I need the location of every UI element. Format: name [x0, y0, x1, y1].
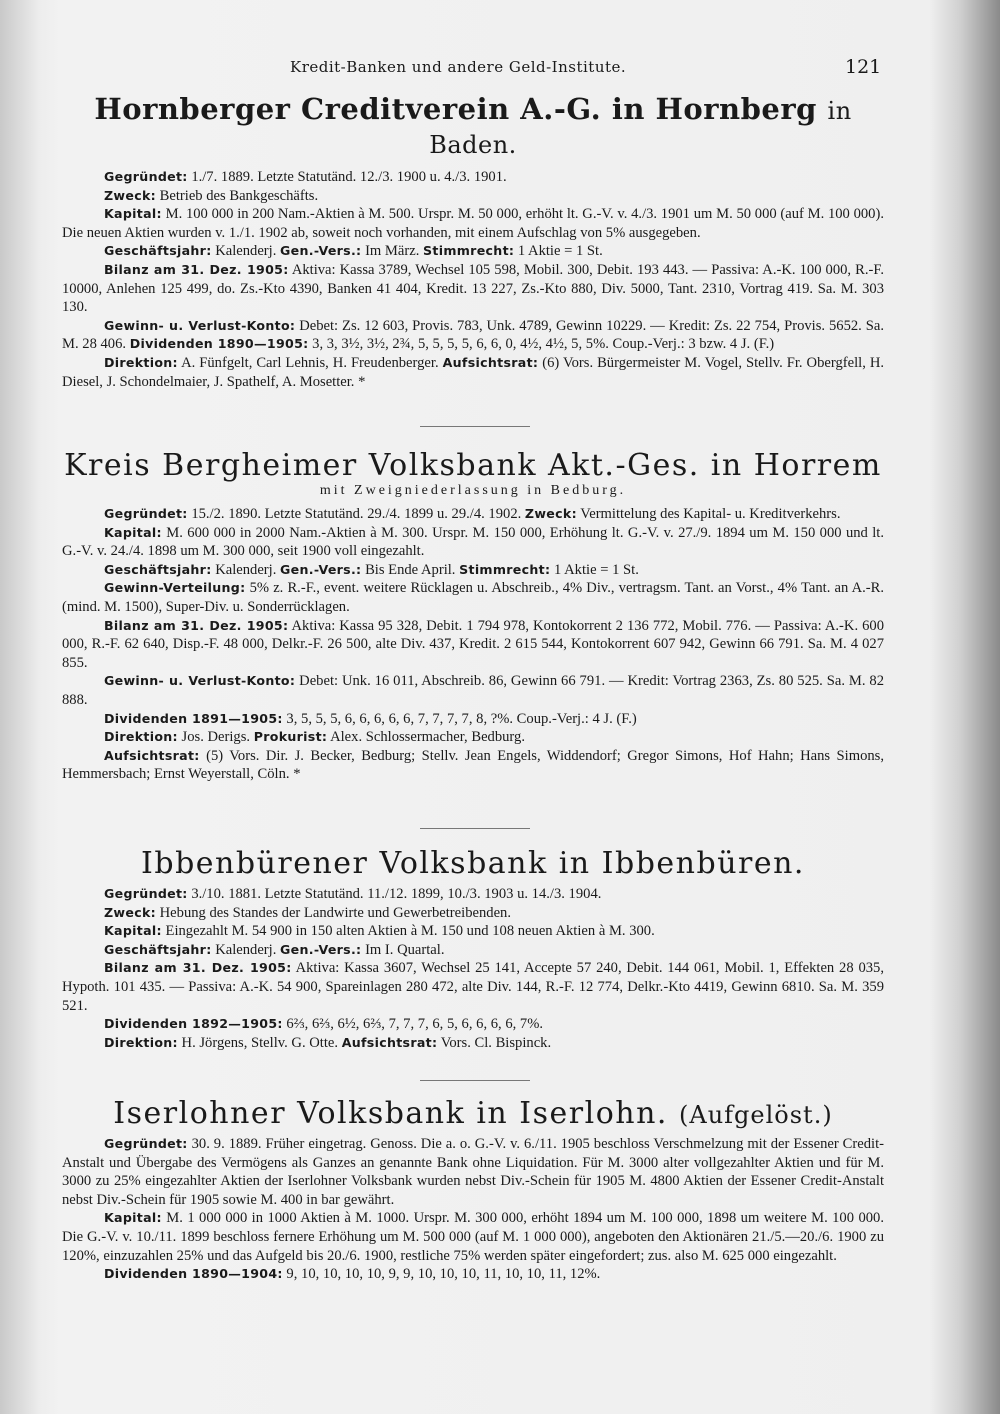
entry-line: Bilanz am 31. Dez. 1905: Aktiva: Kassa 95 328, Debit. 1 794 978, Kontokorrent 2 136 772, Mobil. 776. — Passiva: A.-K. 600 000, R.-F. 62 640, Disp.-F. 48 000, Delkr.-F. 26 500, alte Div. 437, Kredit. 2 615 544, Kontokorrent 607 942, Gewinn 66 791. Sa. M. 4 027 855.	[62, 617, 884, 671]
entry-line: Bilanz am 31. Dez. 1905: Aktiva: Kassa 3789, Wechsel 105 598, Mobil. 300, Debit. 193 443. — Passiva: A.-K. 100 000, R.-F. 10000, Anlehen 125 499, do. Zs.-Kto 4390, Banken 41 404, Kredit. 13 227, Zs.-Kto 880, Div. 5000, Tant. 2310, Vortrag 419. Sa. M. 303 130.	[62, 261, 884, 316]
entry-line: Gewinn- u. Verlust-Konto: Debet: Unk. 16 011, Abschreib. 86, Gewinn 66 791. — Kredit: Vortrag 2363, Zs. 80 525. Sa. M. 82 888.	[62, 673, 885, 708]
entry-title: Kreis Bergheimer Volksbank Akt.-Ges. in Horrem	[64, 448, 882, 483]
entry-body	[62, 168, 884, 391]
page-number: 121	[845, 56, 882, 78]
entry-line: Kapital: M. 100 000 in 200 Nam.-Aktien à M. 500. Urspr. M. 50 000, erhöht lt. G.-V. v. 4./3. 1901 um M. 50 000 (auf M. 100 000). Die neuen Aktien wurden v. 1./1. 1902 ab, soweit noch vorhanden, mit einem Aufschlag von 5% ausgegeben.	[62, 206, 884, 241]
entry-line: Direktion: H. Jörgens, Stellv. G. Otte. Aufsichtsrat: Vors. Cl. Bispinck.	[104, 1034, 552, 1051]
entry-line: Aufsichtsrat: (5) Vors. Dir. J. Becker, Bedburg; Stellv. Jean Engels, Widdendorf; Gregor Simons, Hof Hahn; Hans Simons, Hemmersbach; Ernst Weyerstall, Cöln. *	[62, 747, 884, 783]
entry-line: Gegründet: 30. 9. 1889. Früher eingetrag. Genoss. Die a. o. G.-V. v. 6./11. 1905 beschloss Verschmelzung mit der Essener Credit-Anstalt und Übergabe des Vermögens als Ganzes an genannte Bank ohne Liquidation. Für M. 3000 alter vollgezahlter Aktien und für M. 3000 zu 25% eingezahlter Aktien der Iserlohner Volksbank wurden nebst Div.-Schein für 1905 M. 4800 Aktien der Essener Credit-Anstalt nebst Div.-Schein für 1905 sowie M. 400 in bar gewährt.	[62, 1136, 884, 1208]
entry-line: Dividenden 1890—1904: 9, 10, 10, 10, 10, 9, 9, 10, 10, 10, 11, 10, 10, 11, 12%.	[104, 1266, 601, 1283]
entry-title-text: Hornberger Creditverein A.-G. in Hornberg	[94, 92, 817, 126]
entry-title	[62, 1096, 884, 1131]
entry-title: Ibbenbürener Volksbank in Ibbenbüren.	[141, 846, 805, 881]
entry-title-suffix: in Baden.	[429, 97, 852, 159]
entry-body	[62, 505, 884, 784]
entry-line: Gegründet: 1./7. 1889. Letzte Statutänd. 12./3. 1900 u. 4./3. 1901.	[104, 169, 507, 185]
entry-hornberger	[62, 92, 884, 391]
entry-line: Geschäftsjahr: Kalenderj. Gen.-Vers.: Im März. Stimmrecht: 1 Aktie = 1 St.	[104, 243, 603, 260]
running-header: Kredit-Banken und andere Geld-Institute.	[290, 58, 627, 76]
section-divider	[420, 828, 530, 829]
entry-line: Kapital: M. 1 000 000 in 1000 Aktien à M. 1000. Urspr. M. 300 000, erhöht 1894 um M. 100 000, 1898 um weitere M. 100 000. Die G.-V. v. 10./11. 1899 beschloss fernere Erhöhung um M. 500 000 (auf M. 1 000 000), angeboten den Aktionären 21./5.—20./6. 1900 zu 120%, einzuzahlen 25% und das Aufgeld bis 20./6. 1900, restliche 75% werden später eingefordert; zus. also M. 625 000 eingezahlt.	[62, 1210, 884, 1264]
entry-line: Zweck: Hebung des Standes der Landwirte und Gewerbetreibenden.	[104, 904, 511, 921]
entry-title-text: Iserlohner Volksbank in Iserlohn.	[113, 1096, 668, 1131]
entry-line: Gegründet: 15./2. 1890. Letzte Statutänd. 29./4. 1899 u. 29./4. 1902. Zweck: Vermittelung des Kapital- u. Kreditverkehrs.	[104, 506, 841, 522]
entry-title-suffix: (Aufgelöst.)	[679, 1101, 833, 1129]
entry-line: Geschäftsjahr: Kalenderj. Gen.-Vers.: Bis Ende April. Stimmrecht: 1 Aktie = 1 St.	[104, 561, 639, 578]
entry-subtitle: mit Zweigniederlassung in Bedburg.	[319, 483, 627, 498]
section-divider	[420, 1080, 530, 1081]
section-divider	[420, 426, 530, 427]
entry-line: Direktion: A. Fünfgelt, Carl Lehnis, H. Freudenberger. Aufsichtsrat: (6) Vors. Bürgermeister M. Vogel, Stellv. Fr. Obergfell, H. Diesel, J. Schondelmaier, J. Spathelf, A. Mosetter. *	[62, 354, 885, 390]
entry-line: Gewinn- u. Verlust-Konto: Debet: Zs. 12 603, Provis. 783, Unk. 4789, Gewinn 10229. — Kredit: Zs. 22 754, Provis. 5652. Sa. M. 28 406. Dividenden 1890—1905: 3, 3, 3½, 3½, 2¾, 5, 5, 5, 5, 6, 6, 0, 4½, 4½, 5, 5%. Coup.-Verj.: 3 bzw. 4 J. (F.)	[62, 317, 884, 353]
entry-line: Dividenden 1891—1905: 3, 5, 5, 5, 6, 6, 6, 6, 6, 7, 7, 7, 7, 8, ?%. Coup.-Verj.: 4 J. (F.)	[104, 710, 637, 727]
entry-line: Geschäftsjahr: Kalenderj. Gen.-Vers.: Im I. Quartal.	[104, 941, 445, 958]
entry-ibbenburener	[62, 846, 884, 1052]
entry-line: Gegründet: 3./10. 1881. Letzte Statutänd. 11./12. 1899, 10./3. 1903 u. 14./3. 1904.	[104, 886, 602, 902]
entry-line: Dividenden 1892—1905: 6⅔, 6⅔, 6½, 6⅔, 7, 7, 7, 6, 5, 6, 6, 6, 6, 7%.	[104, 1016, 544, 1033]
entry-line: Bilanz am 31. Dez. 1905: Aktiva: Kassa 3607, Wechsel 25 141, Accepte 57 240, Debit. 144 061, Mobil. 1, Effekten 28 035, Hypoth. 101 435. — Passiva: A.-K. 54 900, Spareinlagen 280 472, alte Div. 144, R.-F. 12 774, Delkr.-Kto 4419, Gewinn 6810. Sa. M. 359 521.	[62, 960, 884, 1014]
entry-body	[62, 885, 884, 1052]
entry-title	[62, 92, 884, 160]
entry-line: Gewinn-Verteilung: 5% z. R.-F., event. weitere Rücklagen u. Abschreib., 4% Div., vertragsm. Tant. an Vorst., 4% Tant. an A.-R. (mind. M. 1500), Super-Div. u. Sonderrücklagen.	[62, 580, 884, 615]
entry-line: Direktion: Jos. Derigs. Prokurist: Alex. Schlossermacher, Bedburg.	[104, 729, 525, 746]
entry-iserlohner	[62, 1096, 884, 1284]
entry-kreis-bergheimer	[62, 448, 884, 784]
entry-body	[62, 1135, 884, 1284]
entry-line: Kapital: Eingezahlt M. 54 900 in 150 alten Aktien à M. 150 und 108 neuen Aktien à M. 300.	[104, 923, 655, 940]
entry-line: Kapital: M. 600 000 in 2000 Nam.-Aktien à M. 300. Urspr. M. 150 000, Erhöhung lt. G.-V. v. 27./9. 1894 um M. 150 000 und lt. G.-V. v. 24./4. 1898 um M. 300 000, seit 1900 voll eingezahlt.	[62, 524, 884, 560]
entry-line: Zweck: Betrieb des Bankgeschäfts.	[104, 187, 319, 204]
